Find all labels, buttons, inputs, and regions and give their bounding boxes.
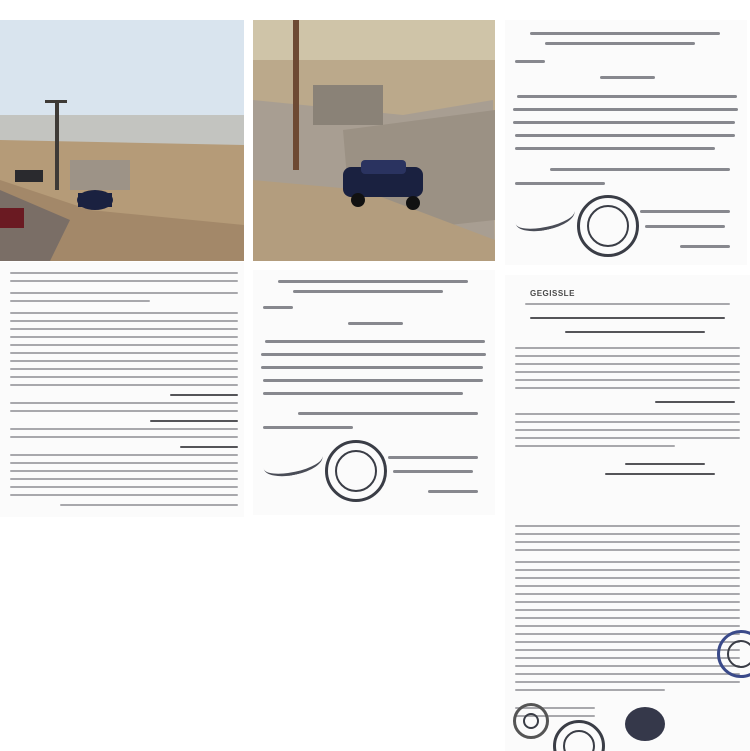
- official-seal-icon: [577, 195, 639, 257]
- document-letterhead-page: [505, 275, 750, 751]
- signature-mark-icon: [513, 199, 577, 236]
- photo-wall-scene: [253, 20, 495, 261]
- bottom-seal-icon: [553, 720, 605, 751]
- photo-street: [0, 20, 244, 261]
- document-printed-page: [0, 262, 244, 517]
- round-stamp-icon: [717, 630, 750, 678]
- document-handwritten-letter: [505, 20, 747, 265]
- letterhead-text: GEGISSLE: [530, 289, 575, 298]
- official-seal-icon: [325, 440, 387, 502]
- signature-mark-icon: [261, 444, 325, 481]
- blurred-stamp-icon: [513, 703, 549, 739]
- photo-wall-car: [253, 20, 495, 261]
- document-handwritten-copy: [253, 270, 495, 515]
- photo-street-scene: [0, 20, 244, 261]
- ink-blot-stamp-icon: [625, 707, 665, 741]
